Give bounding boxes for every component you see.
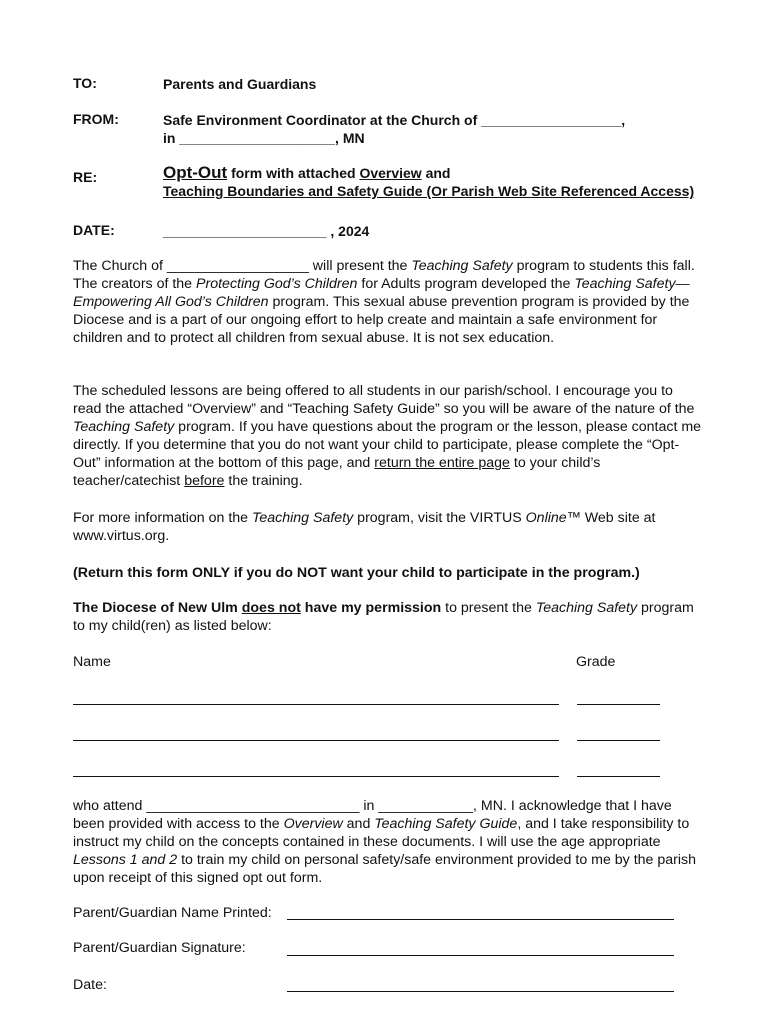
re-mid: form with attached (227, 165, 360, 181)
return-note: (Return this form ONLY if you do NOT want your child to participate in the program.) (73, 565, 640, 581)
signature-label: Parent/Guardian Signature: (73, 940, 246, 956)
name-printed-line[interactable] (287, 919, 674, 920)
grade-column-label: Grade (576, 654, 616, 670)
info-paragraph: For more information on the Teaching Safety program, visit the VIRTUS Online™ Web site at www.virtus.org. (73, 510, 656, 544)
re-overview: Overview (359, 165, 422, 181)
child-grade-line[interactable] (577, 740, 660, 741)
child-name-line[interactable] (73, 776, 559, 777)
re-optout: Opt-Out (163, 163, 228, 182)
from-line-2: in ____________________, MN (163, 130, 365, 146)
to-value: Parents and Guardians (163, 76, 317, 92)
child-grade-line[interactable] (577, 704, 660, 705)
re-and: and (421, 165, 451, 181)
date-signed-label: Date: (73, 977, 107, 993)
child-name-line[interactable] (73, 704, 559, 705)
permission-paragraph: The Diocese of New Ulm does not have my permission to present the Teaching Safety program to my child(ren) as listed below: (73, 600, 694, 634)
re-value (163, 164, 694, 200)
name-column-label: Name (73, 654, 111, 670)
acknowledgement-paragraph: who attend ___________________________ in ____________, MN. I acknowledge that I have been provided with access to the Overview and Teaching Safety Guide, and I take responsibility to instruct my child on the concepts contained in these documents. I will use the age appropriate Lessons 1 and 2 to train my child on personal safety/safe environment provided to me by the parish upon receipt of this signed opt out form. (73, 798, 697, 886)
name-printed-label: Parent/Guardian Name Printed: (73, 905, 272, 921)
intro-paragraph: The Church of __________________ will present the Teaching Safety program to students this fall. The creators of the Protecting God’s Children for Adults program developed the Teaching Safety—Empowering All God’s Children program. This sexual abuse prevention program is provided by the Diocese and is a part of our ongoing effort to help create and maintain a safe environment for children and to protect all children from sexual abuse. It is not sex education. (73, 258, 695, 346)
re-label: RE: (73, 169, 98, 185)
from-value (163, 111, 625, 147)
re-line-2: Teaching Boundaries and Safety Guide (Or Parish Web Site Referenced Access) (163, 183, 695, 199)
date-signed-line[interactable] (287, 991, 674, 992)
from-label: FROM: (73, 111, 119, 127)
date-value: _____________________ , 2024 (163, 223, 370, 239)
from-line-1: Safe Environment Coordinator at the Church of __________________, (163, 112, 626, 128)
child-grade-line[interactable] (577, 776, 660, 777)
child-name-line[interactable] (73, 740, 559, 741)
to-label: TO: (73, 75, 97, 91)
date-label: DATE: (73, 222, 115, 238)
lessons-paragraph: The scheduled lessons are being offered to all students in our parish/school. I encourage you to read the attached “Overview” and “Teaching Safety Guide” so you will be aware of the nature of the Teaching Safety program. If you have questions about the program or the lesson, please contact me directly. If you determine that you do not want your child to participate, please complete the “Opt-Out” information at the bottom of this page, and return the entire page to your child’s teacher/catechist before the training. (73, 383, 702, 489)
signature-line[interactable] (287, 955, 674, 956)
